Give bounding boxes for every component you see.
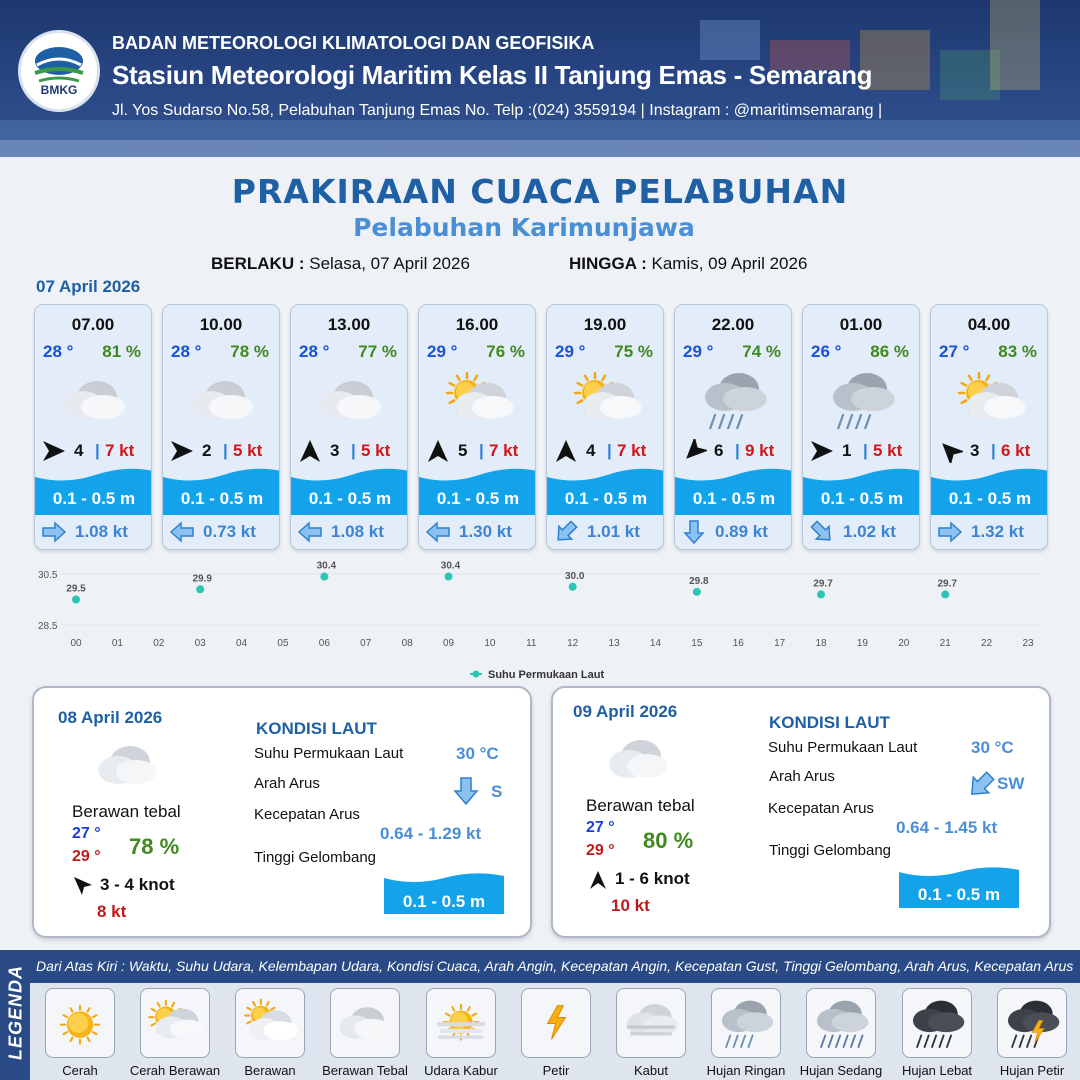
wind-gust: 6 kt (1001, 441, 1031, 460)
wave-label: Tinggi Gelombang (254, 849, 377, 866)
bmkg-logo (18, 30, 100, 112)
wave-height: 0.1 - 0.5 m (308, 489, 392, 508)
sst-point (196, 585, 204, 593)
legend-panel (0, 950, 1080, 1080)
legend-item (806, 988, 876, 1058)
x-tick-label: 20 (898, 638, 910, 649)
wind-speed: 4 (74, 441, 84, 460)
legend-item (997, 988, 1067, 1058)
wave-value: 0.1 - 0.5 m (917, 885, 1001, 904)
hujan-petir-icon (1003, 994, 1061, 1052)
current-row (35, 520, 151, 544)
forecast-time: 07.00 (71, 315, 115, 334)
current-row (803, 520, 919, 544)
forecast-card (930, 304, 1048, 550)
current-dir-label: Arah Arus (769, 768, 835, 785)
sst-chart (30, 558, 1050, 688)
x-tick-label: 02 (153, 638, 165, 649)
legend-item (140, 988, 210, 1058)
separator: | (991, 441, 996, 460)
wind-gust: 5 kt (361, 441, 391, 460)
day-gust: 10 kt (611, 896, 650, 915)
wind-row (169, 439, 275, 463)
valid-to (569, 254, 807, 274)
current-dir-value: SW (997, 774, 1025, 793)
cerah-icon (51, 994, 109, 1052)
forecast-humidity: 86 % (870, 342, 909, 361)
kondisi-laut-title: KONDISI LAUT (256, 719, 377, 738)
wind-row (553, 439, 659, 463)
forecast-time: 13.00 (327, 315, 371, 334)
wind-speed: 1 (842, 441, 852, 460)
current-speed: 1.08 kt (331, 522, 384, 541)
wave-height: 0.1 - 0.5 m (948, 489, 1032, 508)
sst-label: Suhu Permukaan Laut (254, 745, 404, 762)
cerah-berawan-icon (146, 994, 204, 1052)
wind-direction-icon (553, 439, 579, 463)
wave-height: 0.1 - 0.5 m (52, 489, 136, 508)
wave-label: Tinggi Gelombang (769, 842, 892, 859)
day-humidity: 78 % (129, 834, 180, 859)
x-tick-label: 10 (484, 638, 496, 649)
sst-point (320, 573, 328, 581)
x-tick-label: 07 (360, 638, 372, 649)
x-tick-label: 01 (111, 638, 123, 649)
hujan-ringan-icon (717, 994, 775, 1052)
legend-item (235, 988, 305, 1058)
wave-height: 0.1 - 0.5 m (180, 489, 264, 508)
wave-height: 0.1 - 0.5 m (820, 489, 904, 508)
valid-from (211, 254, 470, 274)
day-temp-min: 27 ° (72, 825, 101, 842)
legend-label: Udara Kabur (424, 1063, 498, 1078)
forecast-humidity: 77 % (358, 342, 397, 361)
current-speed-value: 0.64 - 1.29 kt (380, 824, 482, 843)
separator: | (479, 441, 484, 460)
x-tick-label: 05 (277, 638, 289, 649)
legend-item (45, 988, 115, 1058)
sst-data-label: 29.5 (66, 583, 86, 595)
forecast-temp: 26 ° (811, 342, 842, 361)
day-wind-speed: 1 - 6 knot (615, 869, 690, 888)
sst-data-label: 29.7 (813, 578, 833, 590)
current-row (163, 520, 279, 544)
x-tick-label: 15 (691, 638, 703, 649)
current-speed: 0.89 kt (715, 522, 768, 541)
current-speed-label: Kecepatan Arus (254, 806, 360, 823)
day-weather-desc: Berawan tebal (586, 796, 695, 815)
current-speed: 1.30 kt (459, 522, 512, 541)
x-tick-label: 17 (774, 638, 786, 649)
wind-direction-icon (72, 875, 94, 897)
x-tick-label: 09 (442, 638, 455, 649)
current-speed: 0.73 kt (203, 522, 256, 541)
current-row (419, 520, 535, 544)
current-arrow-icon (553, 520, 579, 544)
forecast-card (290, 304, 408, 550)
berawan-tebal-icon (187, 369, 257, 429)
wind-gust: 7 kt (105, 441, 135, 460)
current-dir-value: S (491, 782, 503, 801)
hujan-lebat-icon (908, 994, 966, 1052)
current-arrow-icon (41, 520, 67, 544)
forecast-humidity: 83 % (998, 342, 1037, 361)
wind-direction-icon (425, 439, 451, 463)
sst-label: Suhu Permukaan Laut (768, 739, 918, 756)
wind-gust: 7 kt (617, 441, 647, 460)
wind-row (425, 439, 531, 463)
legend-label: Cerah (62, 1063, 98, 1078)
kondisi-laut-title: KONDISI LAUT (769, 713, 890, 732)
legend-label: Hujan Petir (999, 1063, 1065, 1078)
hujan-sedang-icon (812, 994, 870, 1052)
forecast-humidity: 75 % (614, 342, 653, 361)
forecast-time: 01.00 (839, 315, 883, 334)
legend-label: Kabut (634, 1063, 668, 1078)
legend-description: Dari Atas Kiri : Waktu, Suhu Udara, Kelembapan Udara, Kondisi Cuaca, Arah Angin, Kecepatan Angin, Kecepatan Gust, Tinggi Gelombang, Arah Arus, Kecepatan Arus (30, 950, 1080, 983)
wind-row (937, 439, 1043, 463)
sst-point (445, 573, 453, 581)
forecast-temp: 29 ° (683, 342, 714, 361)
current-row (291, 520, 407, 544)
forecast-temp: 28 ° (171, 342, 202, 361)
cerah-berawan-icon (571, 369, 641, 429)
current-arrow-icon (452, 776, 480, 806)
legend-sidebar (0, 950, 30, 1080)
forecast-temp: 28 ° (43, 342, 74, 361)
x-tick-label: 12 (567, 638, 579, 649)
berawan-tebal-icon (603, 734, 673, 784)
forecast-card (418, 304, 536, 550)
wave-height: 0.1 - 0.5 m (564, 489, 648, 508)
legend-label: Petir (542, 1063, 570, 1078)
wind-row (297, 439, 403, 463)
sst-point (817, 590, 825, 598)
udara-kabur-icon (432, 994, 490, 1052)
valid-from-label: BERLAKU : (211, 254, 305, 273)
wind-row (681, 439, 787, 463)
valid-to-label: HINGGA : (569, 254, 647, 273)
wind-speed: 3 (970, 441, 980, 460)
berawan-icon (241, 994, 299, 1052)
x-tick-label: 18 (815, 638, 827, 649)
current-row (931, 520, 1047, 544)
forecast-card (674, 304, 792, 550)
forecast-card (546, 304, 664, 550)
sst-value: 30 °C (971, 738, 1014, 757)
y-tick-label: 28.5 (38, 621, 58, 632)
page-title: PRAKIRAAN CUACA PELABUHAN (231, 172, 849, 211)
legend-label: Hujan Ringan (706, 1063, 786, 1078)
sst-data-label: 30.0 (564, 570, 585, 582)
wind-direction-icon (297, 439, 323, 463)
forecast-humidity: 76 % (486, 342, 525, 361)
legend-label: Suhu Permukaan Laut (488, 669, 605, 681)
forecast-temp: 27 ° (939, 342, 970, 361)
forecast-humidity: 81 % (102, 342, 141, 361)
day-date: 08 April 2026 (58, 708, 163, 727)
forecast-time: 16.00 (455, 315, 499, 334)
logo-text: BMKG (40, 83, 78, 97)
separator: | (607, 441, 612, 460)
wind-row (41, 439, 147, 463)
separator: | (863, 441, 868, 460)
x-tick-label: 04 (236, 638, 248, 649)
x-tick-label: 14 (649, 638, 662, 649)
day-wind-speed: 3 - 4 knot (100, 875, 175, 894)
wind-row (809, 439, 915, 463)
sst-point (941, 590, 949, 598)
wave-value: 0.1 - 0.5 m (402, 892, 486, 911)
day-temp-min: 27 ° (586, 819, 615, 836)
day-temp-max: 29 ° (72, 848, 101, 865)
agency-name: BADAN METEOROLOGI KLIMATOLOGI DAN GEOFISIKA (112, 33, 595, 53)
hujan-ringan-icon (699, 369, 769, 429)
wave-height: 0.1 - 0.5 m (692, 489, 776, 508)
legend-label: Hujan Sedang (799, 1063, 883, 1078)
separator: | (735, 441, 740, 460)
cerah-berawan-icon (955, 369, 1025, 429)
forecast-humidity: 74 % (742, 342, 781, 361)
x-tick-label: 16 (732, 638, 744, 649)
current-arrow-icon (297, 520, 323, 544)
sst-data-label: 29.9 (192, 573, 212, 585)
wind-direction-icon (41, 439, 67, 463)
legend-item (330, 988, 400, 1058)
legend-item (902, 988, 972, 1058)
x-tick-label: 23 (1022, 638, 1034, 649)
station-address: Jl. Yos Sudarso No.58, Pelabuhan Tanjung Emas No. Telp :(024) 3559194 | Instagram : @maritimsemarang | (112, 102, 883, 119)
valid-to-value: Kamis, 09 April 2026 (651, 254, 808, 273)
current-arrow-icon (169, 520, 195, 544)
header-banner (0, 0, 1080, 157)
wind-speed: 6 (714, 441, 724, 460)
forecast-temp: 28 ° (299, 342, 330, 361)
sst-point (72, 596, 80, 604)
wind-speed: 3 (330, 441, 340, 460)
current-speed: 1.01 kt (587, 522, 640, 541)
x-tick-label: 13 (608, 638, 620, 649)
current-row (675, 520, 791, 544)
kabut-icon (622, 994, 680, 1052)
berawan-tebal-icon (59, 369, 129, 429)
day-gust: 8 kt (97, 902, 127, 921)
wind-speed: 4 (586, 441, 596, 460)
current-arrow-icon (937, 520, 963, 544)
legend-marker (473, 671, 480, 678)
forecast-card (34, 304, 152, 550)
legend-item (521, 988, 591, 1058)
x-tick-label: 08 (401, 638, 413, 649)
y-tick-label: 30.5 (38, 570, 58, 581)
forecast-card (162, 304, 280, 550)
forecast-humidity: 78 % (230, 342, 269, 361)
current-arrow-icon (681, 520, 707, 544)
wind-gust: 9 kt (745, 441, 775, 460)
x-tick-label: 11 (526, 638, 537, 649)
berawan-tebal-icon (315, 369, 385, 429)
day-temp-max: 29 ° (586, 842, 615, 859)
x-tick-label: 22 (981, 638, 993, 649)
forecast-time: 10.00 (199, 315, 243, 334)
day-date: 09 April 2026 (573, 702, 678, 721)
current-speed-value: 0.64 - 1.45 kt (896, 818, 998, 837)
separator: | (95, 441, 100, 460)
sst-value: 30 °C (456, 744, 499, 763)
legend-item (616, 988, 686, 1058)
sst-data-label: 30.4 (316, 560, 337, 572)
current-arrow-icon (967, 770, 995, 800)
day-box-08 (32, 686, 532, 938)
wind-direction-icon (809, 439, 835, 463)
x-tick-label: 03 (194, 638, 206, 649)
forecast-time: 19.00 (583, 315, 627, 334)
legend-item (426, 988, 496, 1058)
petir-icon (527, 994, 585, 1052)
current-row (547, 520, 663, 544)
cerah-berawan-icon (443, 369, 513, 429)
forecast-time: 22.00 (711, 315, 755, 334)
sst-point (693, 588, 701, 596)
legend-item (711, 988, 781, 1058)
legend-title: LEGENDA (5, 965, 26, 1061)
x-tick-label: 00 (70, 638, 82, 649)
legend-label: Cerah Berawan (129, 1063, 221, 1078)
berawan-tebal-icon (336, 994, 394, 1052)
port-name: Pelabuhan Karimunjawa (353, 213, 695, 242)
current-speed: 1.08 kt (75, 522, 128, 541)
wind-direction-icon (169, 439, 195, 463)
current-arrow-icon (425, 520, 451, 544)
x-tick-label: 21 (939, 638, 951, 649)
wave-height: 0.1 - 0.5 m (436, 489, 520, 508)
wind-speed: 5 (458, 441, 468, 460)
sst-point (569, 583, 577, 591)
day-box-09 (551, 686, 1051, 938)
x-tick-label: 19 (856, 638, 868, 649)
wind-gust: 5 kt (873, 441, 903, 460)
wind-direction-icon (937, 439, 963, 463)
separator: | (223, 441, 228, 460)
wind-direction-icon (681, 439, 707, 463)
forecast-time: 04.00 (967, 315, 1011, 334)
valid-from-value: Selasa, 07 April 2026 (309, 254, 470, 273)
current-speed-label: Kecepatan Arus (768, 800, 874, 817)
x-tick-label: 06 (318, 638, 330, 649)
forecast-temp: 29 ° (555, 342, 586, 361)
day-weather-desc: Berawan tebal (72, 802, 181, 821)
legend-label: Hujan Lebat (901, 1063, 973, 1078)
sst-data-label: 29.8 (689, 575, 709, 587)
sst-data-label: 30.4 (440, 560, 461, 572)
sst-data-label: 29.7 (937, 578, 957, 590)
forecast-card (802, 304, 920, 550)
legend-label: Berawan Tebal (322, 1063, 408, 1078)
day-humidity: 80 % (643, 828, 694, 853)
station-name: Stasiun Meteorologi Maritim Kelas II Tanjung Emas - Semarang (112, 60, 873, 90)
wind-gust: 7 kt (489, 441, 519, 460)
wind-direction-icon (586, 869, 608, 891)
berawan-tebal-icon (92, 740, 162, 790)
legend-label: Berawan (244, 1063, 296, 1078)
separator: | (351, 441, 356, 460)
wind-gust: 5 kt (233, 441, 263, 460)
current-speed: 1.32 kt (971, 522, 1024, 541)
current-speed: 1.02 kt (843, 522, 896, 541)
forecast-temp: 29 ° (427, 342, 458, 361)
current-dir-label: Arah Arus (254, 775, 320, 792)
current-arrow-icon (809, 520, 835, 544)
main-date: 07 April 2026 (36, 277, 141, 296)
wind-speed: 2 (202, 441, 212, 460)
hujan-ringan-icon (827, 369, 897, 429)
